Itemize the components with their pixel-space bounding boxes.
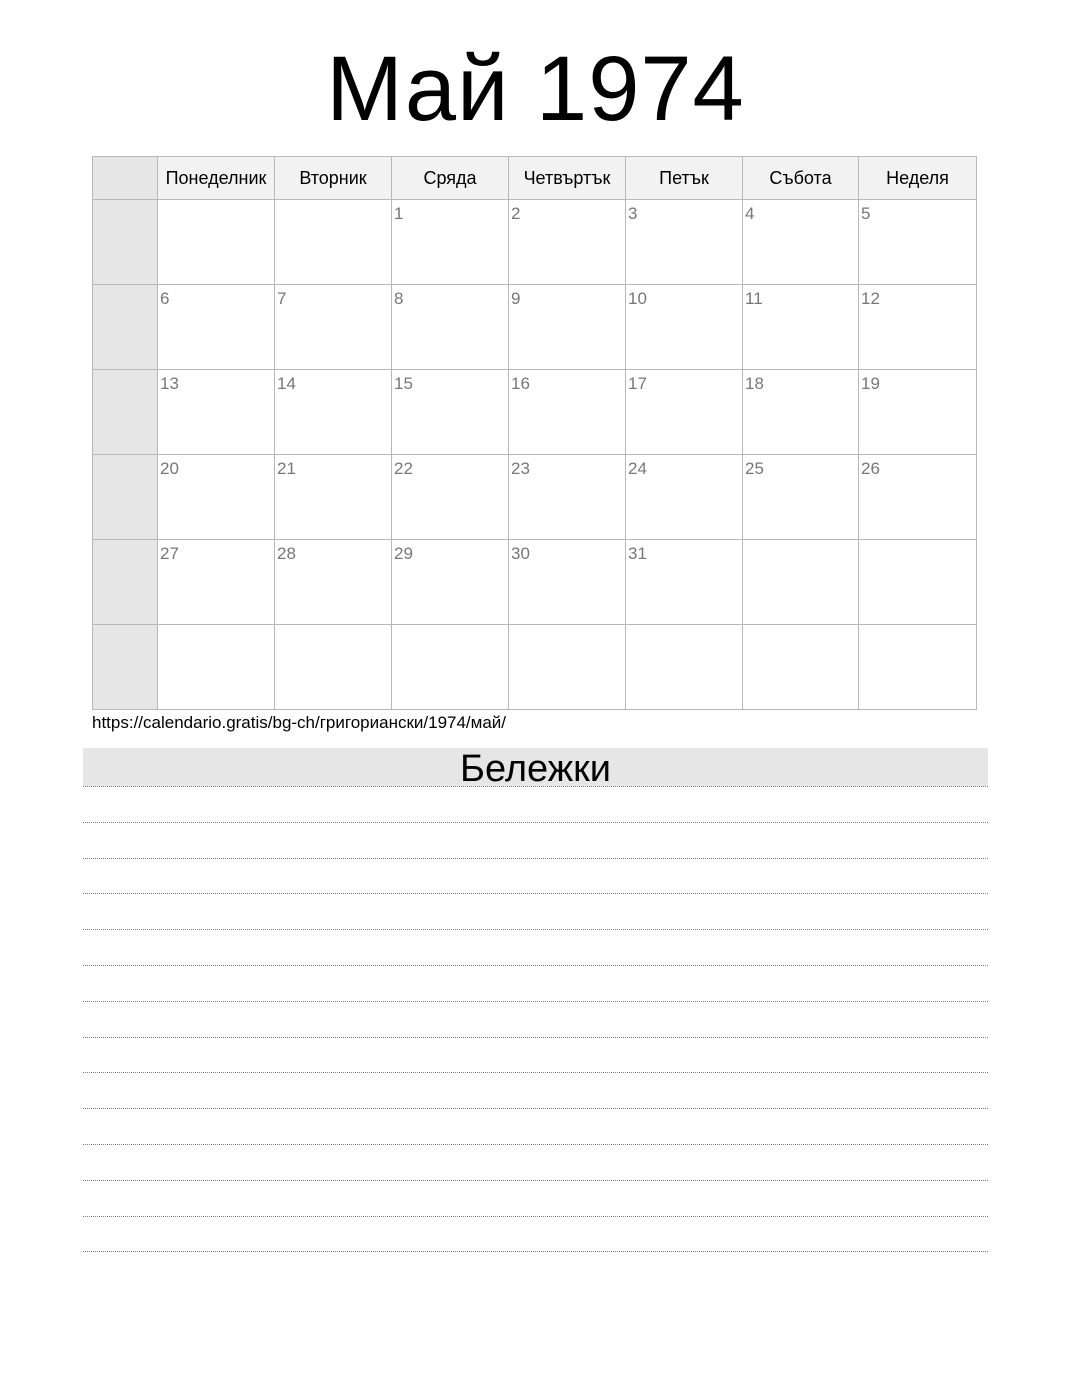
day-cell bbox=[509, 200, 626, 285]
day-number: 24 bbox=[628, 459, 647, 478]
note-line bbox=[83, 1001, 988, 1002]
day-number: 22 bbox=[394, 459, 413, 478]
note-line bbox=[83, 786, 988, 787]
day-cell bbox=[509, 455, 626, 540]
day-number: 20 bbox=[160, 459, 179, 478]
day-cell bbox=[275, 200, 392, 285]
day-number: 14 bbox=[277, 374, 296, 393]
week-row bbox=[93, 200, 977, 285]
day-number: 13 bbox=[160, 374, 179, 393]
notes-title: Бележки bbox=[83, 748, 988, 786]
day-cell bbox=[158, 540, 275, 625]
day-cell bbox=[275, 370, 392, 455]
day-number: 18 bbox=[745, 374, 764, 393]
day-number: 23 bbox=[511, 459, 530, 478]
day-cell bbox=[392, 200, 509, 285]
day-cell bbox=[743, 455, 859, 540]
day-cell bbox=[392, 540, 509, 625]
day-number: 8 bbox=[394, 289, 404, 308]
day-number: 17 bbox=[628, 374, 647, 393]
day-number bbox=[626, 625, 742, 629]
day-cell bbox=[509, 625, 626, 710]
day-number: 27 bbox=[160, 544, 179, 563]
day-cell bbox=[158, 370, 275, 455]
note-line bbox=[83, 858, 988, 859]
week-row bbox=[93, 455, 977, 540]
day-cell bbox=[859, 200, 977, 285]
day-cell bbox=[743, 370, 859, 455]
day-cell bbox=[158, 455, 275, 540]
day-number: 25 bbox=[745, 459, 764, 478]
day-number: 16 bbox=[511, 374, 530, 393]
week-number-cell bbox=[93, 285, 158, 370]
page-title: Май 1974 bbox=[326, 38, 745, 140]
day-cell bbox=[275, 540, 392, 625]
day-number bbox=[859, 540, 976, 544]
day-number bbox=[158, 625, 274, 629]
day-number: 26 bbox=[861, 459, 880, 478]
day-number bbox=[392, 625, 508, 629]
note-line bbox=[83, 965, 988, 966]
week-number-header bbox=[93, 157, 158, 200]
day-number: 31 bbox=[628, 544, 647, 563]
day-cell bbox=[509, 540, 626, 625]
week-row bbox=[93, 285, 977, 370]
note-line bbox=[83, 1216, 988, 1217]
day-cell bbox=[626, 285, 743, 370]
day-cell bbox=[275, 285, 392, 370]
day-cell bbox=[859, 370, 977, 455]
source-url: https://calendario.gratis/bg-ch/григориански/1974/май/ bbox=[92, 713, 507, 732]
week-number-cell bbox=[93, 455, 158, 540]
week-row bbox=[93, 540, 977, 625]
day-number: 4 bbox=[745, 204, 755, 223]
note-line bbox=[83, 1072, 988, 1073]
day-number: 10 bbox=[628, 289, 647, 308]
day-cell bbox=[509, 370, 626, 455]
day-number: 30 bbox=[511, 544, 530, 563]
weekday-header: Вторник bbox=[275, 157, 392, 200]
weekday-header-row bbox=[93, 157, 977, 200]
week-number-cell bbox=[93, 200, 158, 285]
day-cell bbox=[392, 625, 509, 710]
day-cell bbox=[859, 455, 977, 540]
note-line bbox=[83, 1251, 988, 1252]
day-number: 21 bbox=[277, 459, 296, 478]
day-number: 9 bbox=[511, 289, 521, 308]
calendar-grid bbox=[92, 156, 977, 710]
note-line bbox=[83, 893, 988, 894]
day-cell bbox=[392, 370, 509, 455]
day-number bbox=[859, 625, 976, 629]
day-number: 3 bbox=[628, 204, 638, 223]
day-cell bbox=[743, 200, 859, 285]
week-row bbox=[93, 370, 977, 455]
week-row bbox=[93, 625, 977, 710]
day-cell bbox=[859, 285, 977, 370]
day-cell bbox=[158, 285, 275, 370]
day-number: 5 bbox=[861, 204, 871, 223]
note-line bbox=[83, 1180, 988, 1181]
day-number bbox=[743, 540, 858, 544]
day-cell bbox=[392, 285, 509, 370]
day-cell bbox=[743, 625, 859, 710]
day-number: 1 bbox=[394, 204, 404, 223]
weekday-header: Сряда bbox=[392, 157, 509, 200]
weekday-header: Четвъртък bbox=[509, 157, 626, 200]
day-cell bbox=[392, 455, 509, 540]
day-number bbox=[275, 625, 391, 629]
weekday-header: Петък bbox=[626, 157, 743, 200]
note-line bbox=[83, 822, 988, 823]
day-cell bbox=[626, 370, 743, 455]
day-number: 15 bbox=[394, 374, 413, 393]
day-cell bbox=[509, 285, 626, 370]
day-cell bbox=[626, 625, 743, 710]
day-cell bbox=[859, 625, 977, 710]
day-cell bbox=[626, 200, 743, 285]
week-number-cell bbox=[93, 370, 158, 455]
day-cell bbox=[275, 625, 392, 710]
day-number: 2 bbox=[511, 204, 521, 223]
day-number: 12 bbox=[861, 289, 880, 308]
day-cell bbox=[626, 540, 743, 625]
note-line bbox=[83, 1144, 988, 1145]
weekday-header: Събота bbox=[743, 157, 859, 200]
day-cell bbox=[275, 455, 392, 540]
day-number bbox=[275, 200, 391, 204]
day-number: 19 bbox=[861, 374, 880, 393]
note-line bbox=[83, 1037, 988, 1038]
weekday-header: Понеделник bbox=[158, 157, 275, 200]
day-number: 11 bbox=[745, 289, 763, 308]
day-cell bbox=[859, 540, 977, 625]
week-number-cell bbox=[93, 540, 158, 625]
day-cell bbox=[626, 455, 743, 540]
day-cell bbox=[743, 285, 859, 370]
day-number bbox=[509, 625, 625, 629]
day-number: 29 bbox=[394, 544, 413, 563]
day-number: 7 bbox=[277, 289, 287, 308]
day-cell bbox=[158, 625, 275, 710]
day-number: 6 bbox=[160, 289, 170, 308]
weekday-header: Неделя bbox=[859, 157, 977, 200]
day-cell bbox=[158, 200, 275, 285]
day-number bbox=[743, 625, 858, 629]
week-number-cell bbox=[93, 625, 158, 710]
day-number: 28 bbox=[277, 544, 296, 563]
day-number bbox=[158, 200, 274, 204]
note-line bbox=[83, 929, 988, 930]
note-line bbox=[83, 1108, 988, 1109]
day-cell bbox=[743, 540, 859, 625]
